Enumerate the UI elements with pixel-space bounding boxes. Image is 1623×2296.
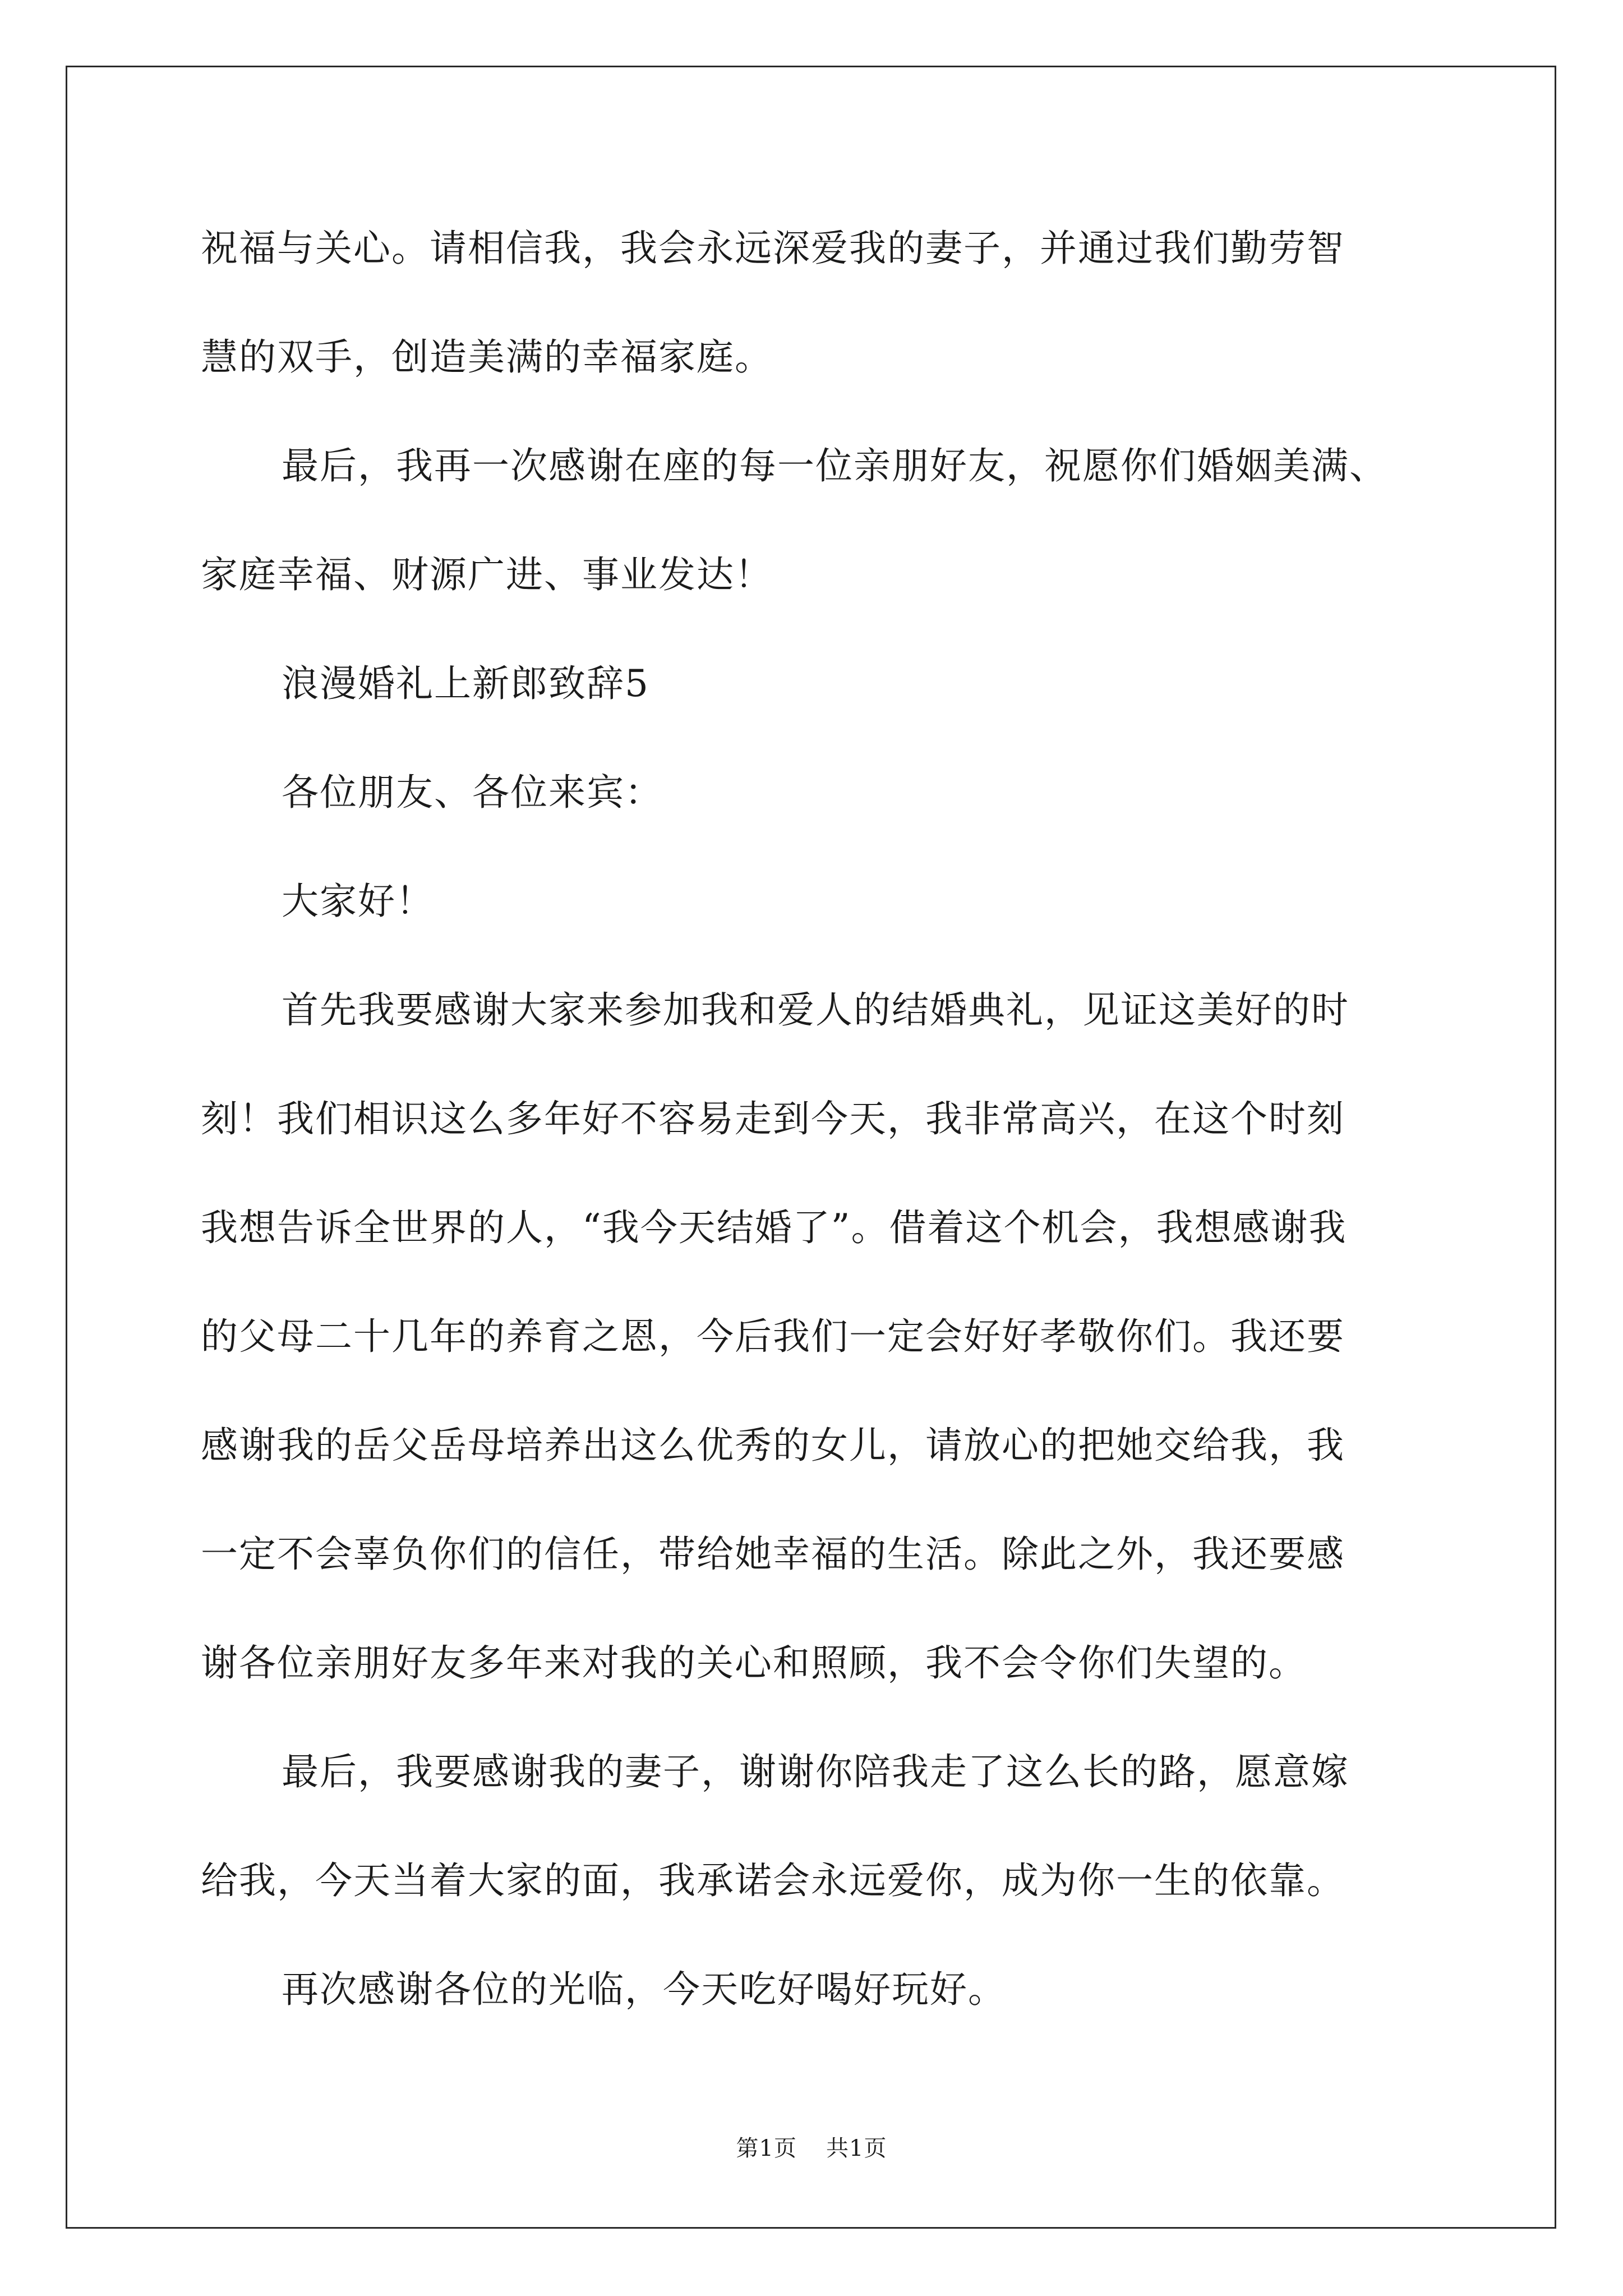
page-total: 共1页	[826, 2136, 887, 2161]
text-line: 慧的双手，创造美满的幸福家庭。	[201, 335, 773, 379]
text-line: 最后，我要感谢我的妻子，谢谢你陪我走了这么长的路，愿意嫁	[282, 1750, 1349, 1793]
text-line: 给我，今天当着大家的面，我承诺会永远爱你，成为你一生的依靠。	[201, 1859, 1345, 1902]
page-number: 第1页	[736, 2136, 797, 2161]
text-line: 一定不会辜负你们的信任，带给她幸福的生活。除此之外，我还要感	[201, 1533, 1345, 1576]
page-border	[66, 66, 1556, 2229]
text-line: 的父母二十几年的养育之恩，今后我们一定会好好孝敬你们。我还要	[201, 1315, 1345, 1358]
text-line: 首先我要感谢大家来参加我和爱人的结婚典礼，见证这美好的时	[282, 988, 1349, 1032]
page-footer	[0, 2131, 1623, 2162]
text-line: 最后，我再一次感谢在座的每一位亲朋好友，祝愿你们婚姻美满、	[282, 444, 1387, 487]
text-line: 谢各位亲朋好友多年来对我的关心和照顾，我不会令你们失望的。	[201, 1641, 1307, 1685]
greeting: 大家好！	[282, 880, 434, 923]
section-heading: 浪漫婚礼上新郎致辞5	[282, 662, 649, 705]
text-line: 再次感谢各位的光临，今天吃好喝好玩好。	[282, 1968, 1006, 2011]
text-line: 刻！我们相识这么多年好不容易走到今天，我非常高兴，在这个时刻	[201, 1097, 1345, 1140]
text-line: 家庭幸福、财源广进、事业发达！	[201, 553, 773, 596]
text-line: 祝福与关心。请相信我，我会永远深爱我的妻子，并通过我们勤劳智	[201, 227, 1345, 270]
text-line: 感谢我的岳父岳母培养出这么优秀的女儿，请放心的把她交给我，我	[201, 1424, 1345, 1467]
text-line: 我想告诉全世界的人，“我今天结婚了”。借着这个机会，我想感谢我	[201, 1206, 1347, 1249]
salutation: 各位朋友、各位来宾：	[282, 771, 663, 814]
